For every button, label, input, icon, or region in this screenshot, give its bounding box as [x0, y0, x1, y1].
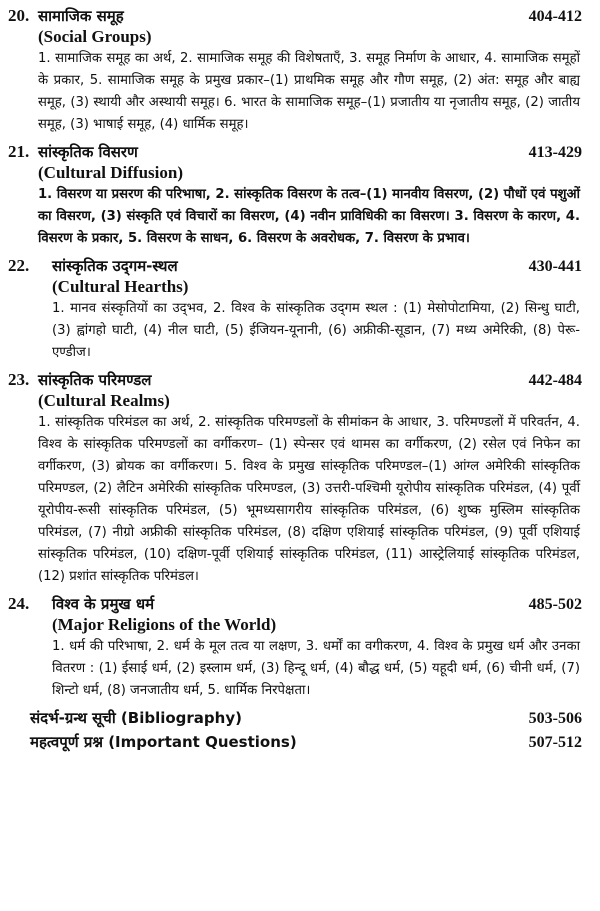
bibliography-entry	[30, 708, 582, 728]
chapter-pages: 442-484	[528, 372, 582, 389]
chapter-title: सांस्कृतिक उद्‌गम-स्थल	[52, 257, 178, 275]
chapter-pages: 430-441	[528, 258, 582, 275]
chapter-title-english: (Social Groups)	[38, 27, 152, 46]
chapter-topics: 1. सांस्कृतिक परिमंडल का अर्थ, 2. सांस्कृतिक परिमण्डलों के सीमांकन के आधार, 3. परिमण्डलों में परिवर्तन, 4. विश्व के सांस्कृतिक परिमण्डलों का वर्गीकरण– (1) स्पेन्सर एवं थामस का वर्गीकरण, (2) रसेल एवं निफेन का वर्गीकरण, (3) ब्रोयक का वर्गीकरण। 5. विश्व के प्रमुख सांस्कृतिक परिमण्डल–(1) आंग्ल अमेरिकी सांस्कृतिक परिमण्डल, (2) लैटिन अमेरिकी सांस्कृतिक परिमण्डल, (3) उत्तरी-पश्चिमी यूरोपीय सांस्कृतिक परिमंडल, (4) पूर्वी यूरोपीय-रूसी सांस्कृतिक परिमंडल, (5) भूमध्यसागरीय सांस्कृतिक परिमंडल, (6) शुष्क मुस्लिम सांस्कृतिक परिमंडल, (7) नीग्रो अफ्रीकी सांस्कृतिक परिमंडल, (8) दक्षिण एशियाई सांस्कृतिक परिमंडल, (9) पूर्वी एशियाई सांस्कृतिक परिमंडल, (10) दक्षिण-पूर्वी एशियाई सांस्कृतिक परिमंडल, (11) आस्ट्रेलियाई सांस्कृतिक परिमंडल, (12) प्रशांत सांस्कृतिक परिमंडल।	[38, 415, 580, 584]
chapter-number: 21.	[8, 142, 30, 161]
chapter-title-english: (Cultural Hearths)	[52, 277, 189, 296]
chapter-title: सांस्कृतिक परिमण्डल	[38, 371, 152, 389]
chapter-title: सांस्कृतिक विसरण	[38, 143, 138, 161]
chapter-number: 23.	[8, 370, 30, 389]
entry-pages: 507-512	[528, 734, 582, 751]
chapter-title: सामाजिक समूह	[38, 7, 124, 25]
chapter-pages: 413-429	[528, 144, 582, 161]
chapter-pages: 485-502	[528, 596, 582, 613]
chapter-title-english: (Cultural Realms)	[38, 391, 170, 410]
chapter-topics: 1. धर्म की परिभाषा, 2. धर्म के मूल तत्व या लक्षण, 3. धर्मों का वगीकरण, 4. विश्व के प्रमुख धर्म और उनका वितरण : (1) ईसाई धर्म, (2) इस्लाम धर्म, (3) हिन्दू धर्म, (4) बौद्ध धर्म, (5) यहूदी धर्म, (6) चीनी धर्म, (7) शिन्टो धर्म, (8) जनजातीय धर्म, 5. धार्मिक निरपेक्षता।	[52, 639, 580, 698]
chapter-20	[8, 6, 590, 136]
chapter-title-english: (Major Religions of the World)	[52, 615, 277, 634]
chapter-title-english: (Cultural Diffusion)	[38, 163, 183, 182]
entry-pages: 503-506	[528, 710, 582, 727]
chapter-topics: 1. विसरण या प्रसरण की परिभाषा, 2. सांस्कृतिक विसरण के तत्व–(1) मानवीय विसरण, (2) पौधों एवं पशुओं का विसरण, (3) संस्कृति एवं विचारों का विसरण, (4) नवीन प्राविधिकी का विसरण। 3. विसरण के कारण, 4. विसरण के प्रकार, 5. विसरण के साधन, 6. विसरण के अवरोधक, 7. विसरण के प्रभाव।	[38, 187, 580, 246]
chapter-number: 20.	[8, 6, 30, 25]
chapter-title: विश्व के प्रमुख धर्म	[52, 595, 155, 613]
entry-title: संदर्भ-ग्रन्थ सूची (Bibliography)	[30, 709, 242, 727]
chapter-24	[8, 594, 590, 702]
chapter-pages: 404-412	[528, 8, 582, 25]
chapter-number: 24.	[8, 594, 30, 613]
chapter-21	[8, 142, 590, 250]
chapter-23	[8, 370, 590, 588]
entry-title: महत्वपूर्ण प्रश्न (Important Questions)	[30, 733, 297, 751]
important-questions-entry	[30, 732, 582, 752]
chapter-number: 22.	[8, 256, 30, 275]
chapter-topics: 1. सामाजिक समूह का अर्थ, 2. सामाजिक समूह की विशेषताएँ, 3. समूह निर्माण के आधार, 4. सामाजिक समूहों के प्रकार, 5. सामाजिक समूह के प्रमुख प्रकार–(1) प्राथमिक समूह और गौण समूह, (2) अंत: समूह और बाह्य समूह, (3) स्थायी और अस्थायी समूह। 6. भारत के सामाजिक समूह–(1) प्रजातीय या नृजातीय समूह, (2) जातीय समूह, (3) भाषाई समूह, (4) धार्मिक समूह।	[38, 51, 580, 132]
chapter-topics: 1. मानव संस्कृतियों का उद्‌भव, 2. विश्व के सांस्कृतिक उद्‌गम स्थल : (1) मेसोपोटामिया, (2) सिन्धु घाटी, (3) ह्वांगहो घाटी, (4) नील घाटी, (5) ईजियन-यूनानी, (6) अफ्रीकी-सूडान, (7) मध्य अमेरिकी, (8) पेरू-एण्डीज।	[52, 301, 580, 360]
chapter-22	[8, 256, 590, 364]
